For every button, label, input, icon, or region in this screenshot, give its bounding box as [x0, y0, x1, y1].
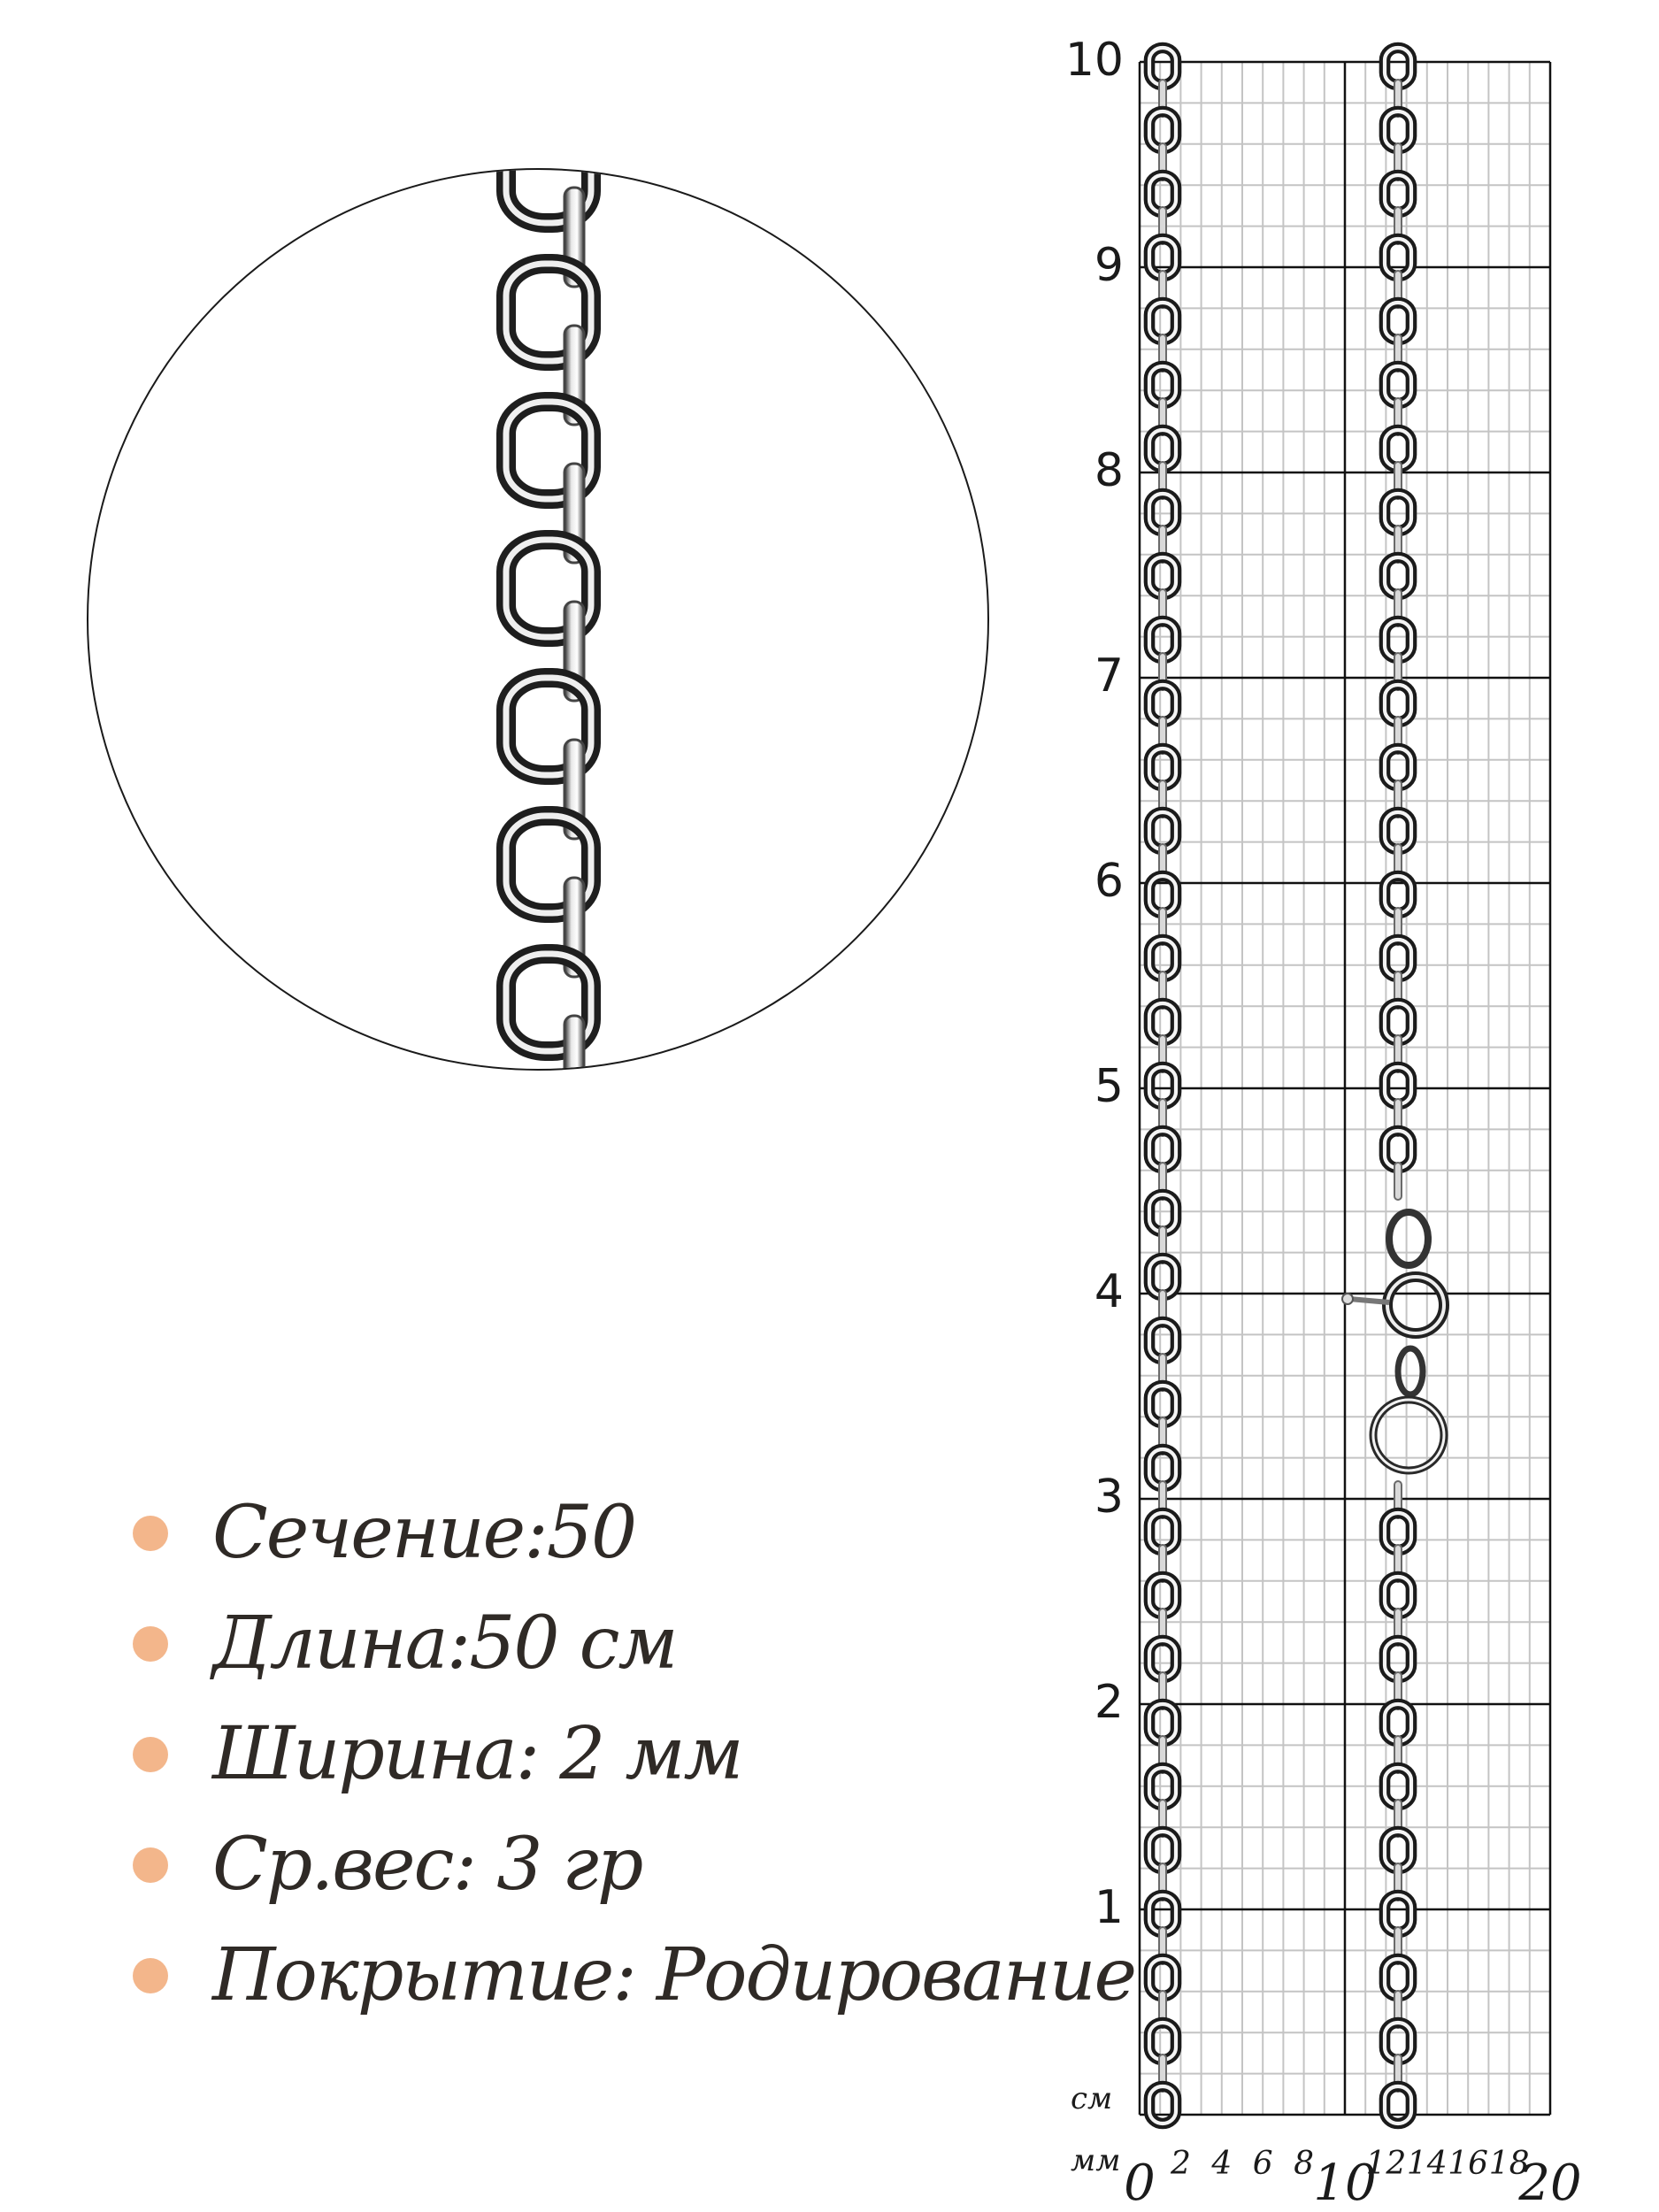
zoom-chain-icon [88, 170, 987, 1069]
spec-value: 50 см [469, 1601, 677, 1686]
cm-tick-label: 10 [1064, 34, 1124, 87]
spec-label: Ширина: [212, 1712, 539, 1796]
mm-major-label: 0 [1124, 2154, 1156, 2212]
cm-tick-label: 9 [1094, 239, 1124, 292]
spec-item-section [133, 1478, 1018, 1588]
spec-label: Покрытие: [212, 1933, 635, 2017]
spec-list [133, 1478, 1136, 2031]
cm-tick-label: 3 [1094, 1471, 1124, 1524]
spec-label: Сечение: [212, 1491, 547, 1575]
chain-zoom-circle [87, 168, 989, 1071]
spec-value: 50 [546, 1491, 636, 1575]
mm-tick-label: 16 [1448, 2146, 1489, 2182]
bullet-icon [133, 1847, 168, 1883]
bullet-icon [133, 1516, 168, 1551]
spec-value: 2 мм [559, 1712, 742, 1796]
spec-value: Родирование [656, 1933, 1136, 2017]
cm-unit-label: см [1071, 2081, 1113, 2116]
bullet-icon [133, 1626, 168, 1662]
clasp-icon [1342, 1212, 1444, 1471]
mm-tick-label: 8 [1294, 2146, 1315, 2182]
cm-tick-label: 1 [1094, 1881, 1124, 1934]
mm-tick-label: 18 [1488, 2146, 1530, 2182]
bullet-icon [133, 1737, 168, 1772]
mm-tick-label: 14 [1406, 2146, 1448, 2182]
chain-icon [1149, 48, 1176, 2124]
cm-tick-label: 2 [1094, 1676, 1124, 1729]
mm-tick-label: 2 [1170, 2146, 1191, 2182]
mm-unit-label: мм [1071, 2143, 1121, 2178]
spec-label: Ср.вес: [212, 1823, 476, 1907]
spec-item-weight [133, 1809, 1018, 1920]
mm-tick-label: 6 [1252, 2146, 1273, 2182]
cm-tick-label: 5 [1094, 1060, 1124, 1113]
mm-major-label: 10 [1313, 2154, 1377, 2212]
measurement-ruler [1044, 34, 1582, 2212]
spec-value: 3 гр [496, 1823, 642, 1907]
cm-tick-label: 4 [1094, 1265, 1124, 1318]
mm-major-label: 20 [1518, 2154, 1582, 2212]
spec-item-length [133, 1588, 1018, 1699]
cm-tick-label: 8 [1094, 444, 1124, 497]
spec-item-width [133, 1699, 1018, 1809]
mm-tick-label: 4 [1211, 2146, 1233, 2182]
spec-label: Длина: [212, 1601, 470, 1686]
spec-item-coating [133, 1920, 1136, 2031]
bullet-icon [133, 1958, 168, 1993]
cm-tick-label: 7 [1094, 649, 1124, 703]
mm-tick-label: 12 [1365, 2146, 1407, 2182]
cm-tick-label: 6 [1094, 855, 1124, 908]
ruler-grid [1044, 35, 1575, 2212]
